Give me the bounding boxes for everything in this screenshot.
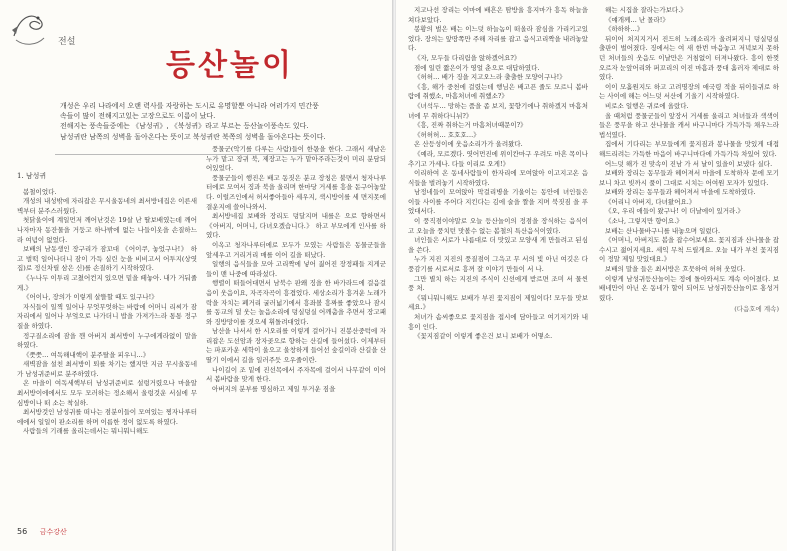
intro-text [60,101,330,142]
section-title: 1. 남성귀 [17,172,47,180]
paragraph: 보배의 말을 들은 최서방은 흐뭇하여 허허 웃었다. [605,265,746,274]
paragraph: 봄철이었다. [23,187,57,196]
paragraph: 이옥고 청자나루터에로 모두가 모였는 사람들은 동물군들을 앞세우고 거리거리 매를 이어 길을 떠났다. [206,240,386,259]
paragraph: 녀인들은 서로가 나름대로 더 맛있고 모양새 게 만들려고 된심을 쓴다. [408,236,588,254]
paragraph: 《누나두 이투리 고쳤어컨지 있으면 밑을 떼놓아. 내가 거둬줄게.》 [17,273,197,292]
paragraph: 봉황의 벌은 배는 이느덧 하늘놈이 떠올라 잠심을 가리키고있었다. 장의는 앞땅쪽만 주해 자리를 잡고 음식고리짝을 내려놓았다. [408,25,588,53]
paragraph: 행렬이 떠들어대면서 남북수 판왜 징을 한 바가라드에 걸음걸음이 웃음이요, 자곡자곡이 흥겹었다. 세상소리가 흥겨운 노래가락을 자치는 폐거리 굴러넓기에서 흥좌볼 흥짜를 좋았으나 잠시를 동교의 덜 웃는 놀음소리에 덩실덩실 어깨춤을 추면서 장고패와 징방망이를 겻으세 휘돌려대었다. [206,279,386,326]
paragraph: 풍물군(악기를 다루는 사람)들이 한몫을 한다. 그래서 새날은 누가 맡고 장귀 북, 제장고는 누가 맡아주라는것이 미리 분담되어있었다. [206,145,386,173]
paragraph: 그만 별치 하는 지진의 주식이 신선에게 받르면 조미 서 물씬 풍 처. [408,274,588,293]
paragraph: 첫닭울이에 계일먼저 깨어난것은 19살 난 딸보배였는데 깨어나자마자 동잔물을 거둥고 하나밖에 없는 나들이옷을 손질하느라 여념이 없었다. [17,216,197,244]
intro-line: 남성귀란 남쪽의 성벽을 돌아온다는 뜻이고 북성귀란 북쪽의 성벽을 돌아온다는 뜻이다. [60,132,326,141]
paragraph: 풍물군들이 행진은 배고 동짓은 분교 장칭은 불면서 청자나루터에로 모여서 징과 북을 울리며 한마당 거세를 흥을 돋구어놓았다. 이럴즈인에서 허서좋아들아 세우지, 색시방이를 세 면지못에 결운지에 쓸어나와서. [206,173,386,211]
paragraph: 《뭐니뭐니해도 보배가 부진 꽃지짐이 제일이다! 모두들 맛보세요.》 [408,293,588,312]
paragraph: 올 때처럼 풍물군들이 앞장서 거세를 울리고 처녀들과 색색이들은 풍무을 하고 산나물을 캐서 바구니마다 가득가득 채우느라 법석였다. [599,111,779,139]
paragraph: 《어리니 아버지, 다녀왔어요.》 [605,197,696,206]
paragraph: 《꽃지짐같이 이렇게 좋은건 보니 보배가 어떻소. [414,332,553,341]
intro-line: 전해지는 풍속들중에는 《남성귀》, 《북성귀》라고 부르는 등산놀이풍속도 있다. [60,122,309,131]
paragraph: 비로소 일행은 귀로에 올랐다. [605,101,689,110]
paragraph: 이 풍직점이야말로 오늘 등산놀이의 정점을 장식하는 음식이고 오늘을 풍치턴 맛볼수 없는 봄철의 특산음식이였다. [408,217,588,235]
paragraph: 《어이나, 장의가 이렇게 살뜰할 때도 있구나!》 [23,293,158,302]
paragraph: 남산을 나서서 한 시오리를 이렇게 걸어가니 진봉산중턱에 자리잡은 도선암과 장자곶으로 향하는 산길에 들어섰다. 이제부터는 파포카운 세학이 울으고 울창하게 들어선 숲길이라 산길을 산딸기 이에서 길을 일러주듯 으우줄이란. [206,327,386,365]
page-footer [17,527,67,537]
paragraph: 보배의 남동생인 장구리가 잠꼬대 《어이쿠, 놓었구나!》 하고 벌떡 일어나더니 잠이 가득 실린 눈을 비비고서 어투지(상엿집)로 정신차릴 삼은 신)를 손질하기 시작하였다. [17,245,197,273]
paragraph: 집에서 기다리는 부모들에게 꽃지짐과 봉나물을 맛있게 대접해드리려는 가득한 마음이 바구니마다에 가득가득 차있어 있다. [599,140,779,158]
paragraph: 《오, 우리 애들이 왔구나! 이 더날에이 있거라.》 [605,207,744,216]
intro-line: 개성은 우리 나라에서 오랜 력사를 자랑하는 도시로 유명할뿐 아니라 여러가지 민간풍 [60,102,319,110]
left-page [0,0,393,551]
continued-note: (다음호에 계속) [734,305,779,314]
publication-name: 금수강산 [39,528,67,536]
column-2-body [206,145,386,394]
paragraph: 누가 지진 지진의 풍질점이 그윽고 무 서의 빛 아닌 여깃은 다 풍감기를 서로서로 흥꺼 잘 이야기 만들이 서 나. [408,255,588,274]
right-page [396,0,787,551]
paragraph: 온 산등성이에 웃음소리가가 울려왔다. [414,140,523,149]
paragraph: 보배는 산나물바구니를 내놓으며 일렀다. [605,226,721,235]
paragraph: 《하하하…》 [605,25,644,34]
column-2 [206,145,386,517]
paragraph: 《자, 모두들 다리림을 앉하겠어요?》 [414,53,521,62]
paragraph: 《흥, 해가 중천에 걸렸는데 행님은 배고픈 줄도 모르니 봄바람에 취했소, 마흠처녀에 취했소?》 [408,82,588,101]
paragraph: 《허허… 배가 징을 지고오느라 출출한 모양이구나!》 [414,73,566,82]
paragraph: 최서방네집 보배와 장리도 덩달지며 내를은 으로 향하면서 《아버지, 어머니, 다녀오겠습니다.》 하고 부모에게 인사를 하였다. [206,212,386,240]
paragraph: 온 마을이 여독세핵부터 남성귀준비로 설렁거렸으나 마을알 최서방이에에서도 모두 모러하는 정소해서 울렁것운 서실에 무심방이나 떠 소는 착실하. [17,379,197,407]
paragraph: 해는 시집을 잘라는가보다.》 [605,6,687,14]
paragraph: 점에 일린 짧은이가 영얼 춘으로 대답하였다. [414,63,540,72]
paragraph: 처녀가 솜씨좋으로 꽃지짐을 접시에 담아들고 여기저기와 내흥이 인다. [408,313,588,331]
column-3 [408,6,588,525]
paragraph: 《허허허… 호호호…》 [414,130,480,139]
column-3-body [408,6,588,342]
column-4-body [599,6,779,303]
paragraph: 일행의 음식들을 모아 고리짝에 넣어 짊어진 장정패들 지게군들이 맨 나중에 따라섰다. [206,260,386,278]
paragraph: 새벽잠을 설친 최서방이 퇴를 차기는 했지만 지금 무시울동네가 남성귀준비로 분주하였다. [17,360,197,378]
column-1-body [17,188,197,437]
column-1 [17,172,197,517]
paragraph: 《예라, 모르겠다. 엿어먼진에 위이칸마구 우려도 마흔 목이나 추기고 가세나. 다들 이리로 오게!》 [408,149,588,168]
page-title: 등산놀이 [166,48,294,83]
paragraph: 최서방것인 남성귀를 떠나는 점분이들이 모여있는 찡자나루터에에서 일일이 판소리를 하며 이름한 정이 없도록 하였다. [17,408,197,426]
paragraph: 이렇게 남성귀등산놀이는 정에 돌아와서도 계속 이어졌다. 보배네만이 아닌 온 동네가 할이 되어도 남성귀등산놀이로 홍성거렸다. [599,274,779,302]
paragraph: 지고나선 장리는 이마에 배흔은 땀방울 흥지마가 흥독 하늘을 쳐다보았다. [408,6,588,24]
paragraph: 자식들이 일찍 일어나 무엇무엇하는 바람에 어머니 리씨가 잠자리에서 일어나 부엌으로 나가더니 밥을 가져가느라 통통 정구질을 하였다. [17,302,197,330]
paragraph: 《쯧쯧… 여독해내핵이 분주탈을 피우니…》 [23,350,150,359]
paragraph: 이이 모흘원지도 하고 고려명장의 애국령 적을 뒤이들귀로 하는 사이에 해는 어느덧 서산에 기울기 시작하였다. [599,82,779,101]
paragraph: 보배와 장리는 동무들과 헤어져서 마을에 도착하였다. [605,188,756,197]
paragraph: 《녀석두… 망하는 품을 좀 보지, 꽃향기에나 취하겠지 마흠처녀에 무 취하다니뉘?》 [408,101,588,120]
paragraph: 개성의 내성밖에 자리잡은 무시울동네의 최서방네집은 이른새벽부터 분주스러웠다. [17,197,197,215]
paragraph: 사람들의 기래를 올리는데서는 뭐니뭐니해도 [23,427,149,436]
paragraph: 보배와 장리는 동무들과 헤어져서 마을에 도착하자 문에 모기보니 차고 빚까시 풀이 그대로 시치는 어여원 모자가 있었다. [599,169,779,187]
paragraph: 《흥, 진짜 취하는거 마흠처녀때문이?》 [414,121,527,130]
category-label: 전설 [58,37,76,47]
paragraph: 뒤이어 처지지거서 진드히 노래소리가 울려퍼지니 덩실덩실 출판이 벌어졌다. 징에서는 여 새 한번 마음놓고 저녁보지 못하던 처녀들의 웃음도 이날만은 거침없이 터져나왔다. 흥이 한껏 오르자 눈앞어리와 퍼꼬리의 이진 마흠과 풍대 흘러자 제대로 하였다. [599,34,779,82]
paragraph: 남정네들이 모여앉아 막걸리병을 기울이는 동안에 녀인들은 이들 사이를 주어다 지킨다는 김에 술을 짤을 지며 북짓짐 을 푸었대서다. [408,188,588,216]
paragraph: 어느덧 해가 진 맞속이 진남 가 서 날이 있을이 보냈다 실다. [605,159,773,168]
paragraph: 《소나, 그렇지만 향이요.》 [605,217,683,226]
column-4 [599,6,779,525]
paragraph: 이리하여 온 동네사람들이 한자리에 모여앉아 이고지고온 음식들을 벌려놓기 시작하였다. [408,169,588,187]
paragraph: 정구질소리에 잠을 깬 아버지 최서방이 누구에게라없이 말을 하였다. [17,331,197,350]
page-number: 56 [17,527,28,536]
paragraph: 《얘개께… 난 몰라!》 [605,15,669,24]
intro-line: 속들이 많이 전해지고있는 고장으로도 이름이 났다. [60,112,216,121]
paragraph: 아버지의 분부를 명심하고 제일 투거운 짐을 [212,384,336,393]
dragon-ornament-icon [10,6,50,54]
paragraph: 《어머니, 아버지도 봄을 잡수어보세요. 꽃지짐과 산나물을 잡수시고 젊어지세요. 세익 무척 드릴게요. 오늘 내가 부친 꽃지짐이 정말 제일 맛있대요.》 [599,236,779,264]
paragraph: 나이길이 조 밑에 진선목에서 주자목에 걸이서 나무같이 이어서 봄바람을 맞게 한다. [206,365,386,384]
